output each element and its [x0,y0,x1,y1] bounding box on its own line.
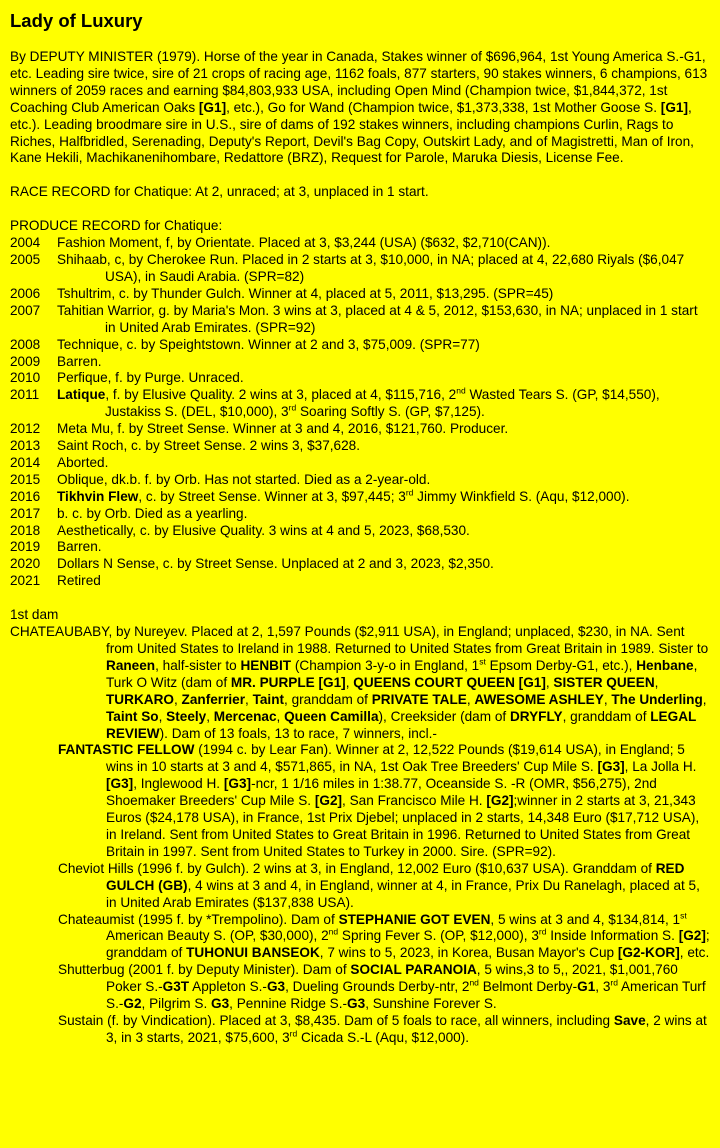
text-run: , 5 wins at 3 and 4, $134,814, 1 [490,911,681,927]
text-run: Chateaumist (1995 f. by *Trempolino). Dam of [58,911,339,927]
produce-row [10,523,710,540]
ordinal-suffix: rd [538,926,547,937]
text-run: , 5 wins,3 to 5,, 2021, $1,001,760 Poker S.- [106,962,678,995]
produce-text [57,303,710,337]
ordinal-suffix: nd [456,385,466,396]
produce-year: 2005 [10,252,41,268]
produce-text [57,556,710,573]
text-run: , [345,674,354,690]
produce-text [57,573,710,590]
text-run: ;winner in 2 starts at 3, 21,343 Euros ($24,178 USA), in France, 1st Prix Djebel; unplaced in 2 starts, 14,348 Euro ($17,712 USA), in Ireland. Sent from United States to Great Britain in 1996. Returned to United States from Great Britain in 1997. Sent from United States to Turkey in 2000. Sire. (SPR=92). [106,793,700,859]
bold-text: G2 [123,996,142,1012]
produce-text [57,455,710,472]
text-run: American Beauty S. (OP, $30,000), 2 [106,928,329,944]
bold-text: Zanferrier [181,691,245,707]
bold-text: SOCIAL PARANOIA [350,962,477,978]
produce-year: 2004 [10,235,41,251]
text-run: b. c. by Orb. Died as a yearling. [57,505,248,521]
produce-text [57,387,710,421]
bold-text: [G3] [223,776,252,792]
text-run: ), Creeksider (dam of [378,708,510,724]
bold-text: Taint [252,691,285,707]
text-run: Aborted. [57,454,109,470]
text-run: -ncr, 1 1/16 miles in 1:38.77, Oceanside S. -R (OMR, $56,275), 2nd Shoemaker Breeders' Cup Mile S. [106,776,657,809]
text-run: Barren. [57,353,102,369]
offspring-entry [10,861,710,912]
produce-row [10,472,710,489]
text-run: By DEPUTY MINISTER (1979). Horse of the year in Canada, Stakes winner of $696,964, 1st Young America S.-G1, etc. Leading sire twice, sire of 21 crops of racing age, 1162 foals, 877 starters, 90 stakes winners, 6 champions, 613 winners of 2059 races and earning $84,803,933 USA, including Open Mind (Champion twice, $1,844,372, 1st Coaching Club American Oaks [10,49,708,115]
produce-row [10,421,710,438]
offspring-entry [10,962,710,1013]
bold-text: Henbane [636,657,694,673]
text-run: Oblique, dk.b. f. by Orb. Has not started. Died as a 2-year-old. [57,471,431,487]
first-dam-paragraph [10,624,710,742]
produce-text [57,421,710,438]
produce-text [57,489,710,506]
text-run: Aesthetically, c. by Elusive Quality. 3 wins at 4 and 5, 2023, $68,530. [57,522,470,538]
produce-year: 2012 [10,421,41,437]
produce-year: 2020 [10,556,41,572]
produce-text [57,252,710,286]
text-run: Inside Information S. [546,928,679,944]
text-run: , etc. [679,945,710,961]
text-run: , c. by Street Sense. Winner at 3, $97,445; 3 [138,488,406,504]
text-run: Appleton S.- [189,979,267,995]
sire-paragraph [10,49,710,167]
produce-year: 2011 [10,387,40,403]
bold-text: TUHONUI BANSEOK [186,945,320,961]
bold-text: MR. PURPLE [230,674,315,690]
produce-row [10,506,710,523]
text-run: , granddam of [562,708,651,724]
bold-text: G1 [577,979,596,995]
produce-row [10,573,710,590]
ordinal-suffix: nd [469,977,479,988]
bold-text: [G1] [198,99,227,115]
produce-row [10,286,710,303]
bold-text: STEPHANIE GOT EVEN [338,911,491,927]
text-run: , f. by Elusive Quality. 2 wins at 3, placed at 4, $115,716, 2 [105,387,457,403]
text-run: , etc.). Leading broodmare sire in U.S., sire of dams of 192 stakes winners, including champions Curlin, Rags to Riches, Halfbridled, Serenading, Deputy's Report, Devil's Bag Copy, Outskirt Lady, and of Magistretti, Man of Iron, Kane Hekili, Machikanenihombare, Redattore (BRZ), Request for Parole, Maruka Diesis, License Fee. [10,99,694,166]
text-run: , San Francisco Mile H. [342,793,487,809]
text-run: , [654,674,659,690]
bold-text: [G3] [597,759,625,775]
produce-row [10,235,710,252]
first-dam-label: 1st dam [10,607,59,623]
text-run: , 3 [595,979,611,995]
text-run: Wasted Tears S. (GP, $14,550), Justakiss S. (DEL, $10,000), 3 [105,387,660,420]
text-run: , 7 wins to 5, 2023, in Korea, Busan Mayor's Cup [319,945,618,961]
bold-text: [G1] [318,674,346,690]
text-run: , 4 wins at 3 and 4, in England, winner at 4, in France, Prix Du Ranelagh, placed at 5, in United Arab Emirates ($137,838 USA). [106,877,700,910]
produce-year: 2009 [10,353,41,369]
text-run: , [603,691,612,707]
produce-text [57,506,710,523]
produce-year: 2016 [10,488,41,504]
text-run: (Champion 3-y-o in England, 1 [291,657,480,673]
text-run: , half-sister to [155,657,241,673]
bold-text: [G2] [314,793,343,809]
text-run: Perfique, f. by Purge. Unraced. [57,370,244,386]
text-run: , [206,708,214,724]
bold-text: Steely [166,708,207,724]
bold-text: G3T [162,979,190,995]
ordinal-suffix: rd [405,487,414,498]
bold-text: HENBIT [240,657,292,673]
text-run: Shutterbug (2001 f. by Deputy Minister). Dam of [58,962,351,978]
bold-text: Tikhvin Flew [57,488,139,504]
produce-year: 2019 [10,539,41,555]
offspring-entry [10,909,710,963]
text-run: Jimmy Winkfield S. (Aqu, $12,000). [413,488,630,504]
text-run: , [245,691,253,707]
text-run: , Turk O Witz (dam of [106,657,698,690]
produce-text [57,354,710,371]
text-run: Sustain (f. by Vindication). Placed at 3, $8,435. Dam of 5 foals to race, all winners, including [58,1012,614,1028]
bold-text: QUEENS COURT QUEEN [353,674,515,690]
bold-text: Latique [57,387,106,403]
bold-text: Raneen [106,657,156,673]
produce-row [10,252,710,286]
text-run: , 2 wins at 3, in 3 starts, 2021, $75,600, 3 [106,1012,707,1045]
bold-text: DRYFLY [509,708,563,724]
ordinal-suffix: rd [289,1028,298,1039]
text-run: ; granddam of [106,928,710,961]
bold-text: G3 [266,979,286,995]
text-run: American Turf S.- [106,979,706,1012]
produce-year: 2017 [10,505,41,521]
produce-text [57,438,710,455]
offspring-list [10,742,710,1046]
bold-text: AWESOME ASHLEY [474,691,604,707]
produce-year: 2015 [10,471,41,487]
ordinal-suffix: st [479,656,486,667]
text-run: , Pilgrim S. [141,996,212,1012]
page-title: Lady of Luxury [10,10,143,31]
ordinal-suffix: rd [610,977,618,988]
text-run: Fashion Moment, f, by Orientate. Placed at 3, $3,244 (USA) ($632, $2,710(CAN)). [57,235,551,251]
produce-row [10,438,710,455]
text-run: , [545,674,554,690]
text-run: , La Jolla H. [624,759,697,775]
text-run: , etc.), Go for Wand (Champion twice, $1,373,338, 1st Mother Goose S. [226,99,661,115]
bold-text: Queen Camilla [284,708,379,724]
ordinal-suffix: rd [288,402,297,413]
bold-text: TURKARO [106,691,174,707]
bold-text: PRIVATE TALE [371,691,467,707]
text-run: Barren. [57,539,102,555]
produce-year: 2018 [10,522,41,538]
text-run: Saint Roch, c. by Street Sense. 2 wins 3, $37,628. [57,438,361,454]
text-run: Cheviot Hills (1996 f. by Gulch). 2 wins at 3, in England, 12,002 Euro ($10,637 USA). Granddam of [58,860,656,876]
offspring-entry [10,742,710,860]
produce-list [10,235,710,590]
produce-row [10,354,710,371]
ordinal-suffix: st [680,909,687,920]
text-run: , granddam of [284,691,372,707]
produce-text [57,370,710,387]
bold-text: G3 [211,996,230,1012]
bold-text: LEGAL REVIEW [106,708,697,741]
bold-text: [G2] [486,793,514,809]
produce-row [10,455,710,472]
text-run: Retired [57,573,101,589]
produce-year: 2010 [10,370,41,386]
produce-row [10,387,710,421]
bold-text: [G2] [678,928,706,944]
produce-year: 2014 [10,454,41,470]
ordinal-suffix: nd [328,926,339,937]
text-run: Spring Fever S. (OP, $12,000), 3 [338,928,539,944]
text-run: , Inglewood H. [133,776,224,792]
produce-text [57,539,710,556]
bold-text: [G1] [518,674,546,690]
text-run: , [466,691,475,707]
produce-year: 2013 [10,438,41,454]
bold-text: [G2-KOR] [617,945,680,961]
produce-text [57,235,710,252]
text-run: , Sunshine Forever S. [365,996,497,1012]
text-run: , [173,691,182,707]
produce-year: 2008 [10,336,41,352]
bold-text: [G3] [106,776,134,792]
produce-row [10,337,710,354]
produce-row [10,303,710,337]
produce-row [10,556,710,573]
text-run: , [276,708,285,724]
text-run: Tahitian Warrior, g. by Maria's Mon. 3 wins at 3, placed at 4 & 5, 2012, $153,630, in NA; unplaced in 1 start in United Arab Emirates. (SPR=92) [57,302,698,335]
bold-text: FANTASTIC FELLOW [58,742,195,758]
text-run: , Pennine Ridge S.- [229,996,348,1012]
text-run: Dollars N Sense, c. by Street Sense. Unplaced at 2 and 3, 2023, $2,350. [57,556,494,572]
bold-text: Taint So [106,708,159,724]
bold-text: G3 [347,996,366,1012]
produce-row [10,370,710,387]
bold-text: SISTER QUEEN [553,674,655,690]
text-run: , [158,708,167,724]
text-run: Meta Mu, f. by Street Sense. Winner at 3 and 4, 2016, $121,760. Producer. [57,421,509,437]
text-run: Shihaab, c, by Cherokee Run. Placed in 2 starts at 3, $10,000, in NA; placed at 4, 22,680 Riyals ($6,047 USA), in Saudi Arabia. (SPR=82) [57,252,685,284]
produce-row [10,489,710,506]
bold-text: [G1] [660,99,688,115]
text-run: Tshultrim, c. by Thunder Gulch. Winner at 4, placed at 5, 2011, $13,295. (SPR=45) [57,285,554,301]
produce-year: 2006 [10,285,41,301]
text-run: Cicada S.-L (Aqu, $12,000). [297,1029,469,1045]
text-run: (1994 c. by Lear Fan). Winner at 2, 12,522 Pounds ($19,614 USA), in England; 5 wins in 10 starts at 3 and 4, $571,865, in NA, 1st Oak Tree Breeders' Cup Mile S. [106,742,685,775]
text-run: , Dueling Grounds Derby-ntr, 2 [285,979,470,995]
produce-row [10,539,710,556]
produce-text [57,337,710,354]
text-run: Epsom Derby-G1, etc.), [485,657,637,673]
text-run: , [702,691,707,707]
offspring-entry [10,1013,710,1047]
text-run: Soaring Softly S. (GP, $7,125). [296,404,485,420]
bold-text: Mercenac [213,708,277,724]
text-run: Technique, c. by Speightstown. Winner at 2 and 3, $75,009. (SPR=77) [57,336,480,352]
produce-heading: PRODUCE RECORD for Chatique: [10,218,223,234]
produce-year: 2007 [10,302,41,318]
text-run: CHATEAUBABY, by Nureyev. Placed at 2, 1,597 Pounds ($2,911 USA), in England; unplaced, $230, in NA. Sent from United States to Ireland in 1988. Returned to United States from Great Britain in 1989. Sister to [10,624,709,656]
bold-text: Save [613,1012,646,1028]
bold-text: The Underling [611,691,703,707]
produce-text [57,286,710,303]
produce-text [57,523,710,540]
produce-text [57,472,710,489]
race-record: RACE RECORD for Chatique: At 2, unraced; at 3, unplaced in 1 start. [10,184,429,200]
text-run: Belmont Derby- [478,979,578,995]
text-run: ). Dam of 13 foals, 13 to race, 7 winners, incl.- [159,725,437,741]
produce-year: 2021 [10,573,41,589]
bold-text: RED GULCH (GB) [106,860,685,893]
